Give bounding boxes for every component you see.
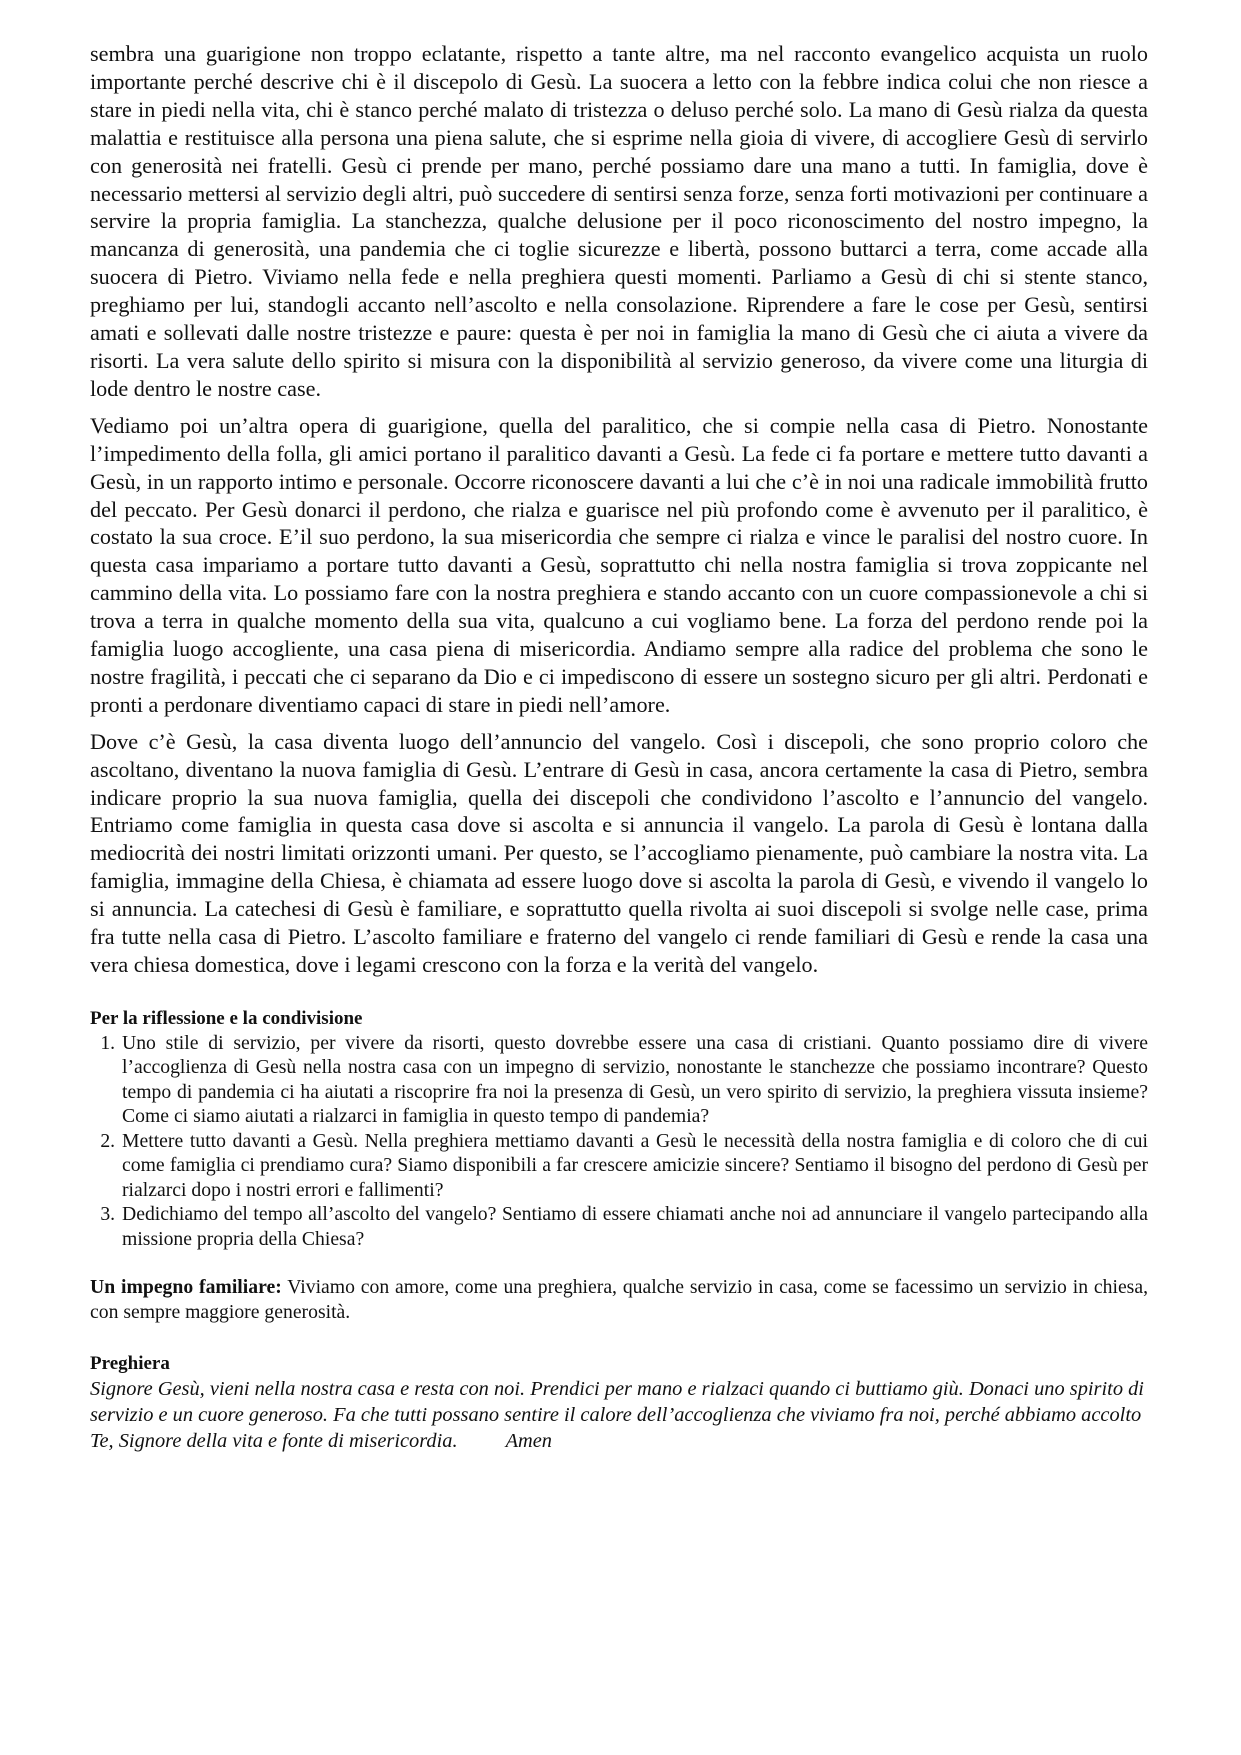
reflection-item: 3. Dedichiamo del tempo all’ascolto del vangelo? Sentiamo di essere chiamati anche noi ad annunciare il vangelo partecipando alla missione propria della Chiesa? <box>120 1202 1148 1251</box>
reflection-item: 1. Uno stile di servizio, per vivere da risorti, questo dovrebbe essere una casa di cristiani. Quanto possiamo dire di vivere l’accoglienza di Gesù nella nostra casa con un impegno di servizio, nonostante le stanchezze che possiamo incontrare? Questo tempo di pandemia ci ha aiutati a riscoprire fra noi la presenza di Gesù, un vero spirito di servizio, la preghiera vissuta insieme? Come ci siamo aiutati a rialzarci in famiglia in questo tempo di pandemia? <box>120 1031 1148 1129</box>
impegno-label: Un impegno familiare: <box>90 1276 282 1299</box>
impegno-text: Viviamo con amore, come una preghiera, qualche servizio in casa, come se facessimo un servizio in chiesa, con sempre maggiore generosità. <box>90 1276 1148 1323</box>
prayer-body: Signore Gesù, vieni nella nostra casa e resta con noi. Prendici per mano e rialzaci quando ci buttiamo giù. Donaci uno spirito di servizio e un cuore generoso. Fa che tutti possano sentire il calore dell’accoglienza che viviamo fra noi, perché abbiamo accolto Te, Signore della vita e fonte di misericordia. <box>90 1378 1144 1453</box>
impegno-paragraph <box>90 1275 1148 1324</box>
reflection-heading: Per la riflessione e la condivisione <box>90 1007 363 1029</box>
prayer-text <box>90 1376 1148 1454</box>
prayer-amen: Amen <box>505 1430 552 1453</box>
paragraph-annuncio: Dove c’è Gesù, la casa diventa luogo dell’annuncio del vangelo. Così i discepoli, che sono proprio coloro che ascoltano, diventano la nuova famiglia di Gesù. L’entrare di Gesù in casa, ancora certamente la casa di Pietro, sembra indicare proprio la sua nuova famiglia, quella dei discepoli che condividono l’ascolto e l’annuncio del vangelo. Entriamo come famiglia in questa casa dove si ascolta e si annuncia il vangelo. La parola di Gesù è lontana dalla mediocrità dei nostri limitati orizzonti umani. Per questo, se l’accogliamo pienamente, può cambiare la nostra vita. La famiglia, immagine della Chiesa, è chiamata ad essere luogo dove si ascolta la parola di Gesù, e vivendo il vangelo lo si annuncia. La catechesi di Gesù è familiare, e soprattutto quella rivolta ai suoi discepoli si svolge nelle case, prima fra tutte nella casa di Pietro. L’ascolto familiare e fraterno del vangelo ci rende familiari di Gesù e rende la casa una vera chiesa domestica, dove i legami crescono con la forza e la verità del vangelo. <box>90 728 1148 977</box>
paragraph-paralitico: Vediamo poi un’altra opera di guarigione, quella del paralitico, che si compie nella casa di Pietro. Nonostante l’impedimento della folla, gli amici portano il paralitico davanti a Gesù. La fede ci fa portare e mettere tutto davanti a Gesù, in un rapporto intimo e personale. Occorre riconoscere davanti a lui che c’è in noi una radicale immobilità frutto del peccato. Per Gesù donarci il perdono, che rialza e guarisce nel più profondo come è avvenuto per il paralitico, è costato la sua croce. E’il suo perdono, la sua misericordia che sempre ci rialza e vince le paralisi del nostro cuore. In questa casa impariamo a portare tutto davanti a Gesù, soprattutto chi nella nostra famiglia si trova zoppicante nel cammino della vita. Lo possiamo fare con la nostra preghiera e stando accanto con un cuore compassionevole a chi si trova a terra in qualche momento della sua vita, qualcuno a cui vogliamo bene. La forza del perdono rende poi la famiglia luogo accogliente, una casa piena di misericordia. Andiamo sempre alla radice del problema che sono le nostre fragilità, i peccati che ci separano da Dio e ci impediscono di essere un sostegno sicuro per gli altri. Perdonati e pronti a perdonare diventiamo capaci di stare in piedi nell’amore. <box>90 412 1148 717</box>
reflection-list <box>90 1031 1148 1252</box>
document-body <box>90 40 1148 1454</box>
prayer-heading: Preghiera <box>90 1353 170 1375</box>
reflection-item: 2. Mettere tutto davanti a Gesù. Nella preghiera mettiamo davanti a Gesù le necessità della nostra famiglia e di coloro che di cui come famiglia ci prendiamo cura? Siamo disponibili a far crescere amicizie sincere? Sentiamo il bisogno del perdono di Gesù per rialzarci dopo i nostri errori e fallimenti? <box>120 1129 1148 1203</box>
paragraph-suocera: sembra una guarigione non troppo eclatante, rispetto a tante altre, ma nel racconto evangelico acquista un ruolo importante perché descrive chi è il discepolo di Gesù. La suocera a letto con la febbre indica colui che non riesce a stare in piedi nella vita, chi è stanco perché malato di tristezza o deluso perché solo. La mano di Gesù rialza da questa malattia e restituisce alla persona una piena salute, che si esprime nella gioia di vivere, di accogliere Gesù di servirlo con generosità nei fratelli. Gesù ci prende per mano, perché possiamo dare una mano a tutti. In famiglia, dove è necessario mettersi al servizio degli altri, può succedere di sentirsi senza forze, senza forti motivazioni per continuare a servire la propria famiglia. La stanchezza, qualche delusione per il poco riconoscimento del nostro impegno, la mancanza di generosità, una pandemia che ci toglie sicurezze e libertà, possono buttarci a terra, come accade alla suocera di Pietro. Viviamo nella fede e nella preghiera questi momenti. Parliamo a Gesù di chi si stente stanco, preghiamo per lui, standogli accanto nell’ascolto e nella consolazione. Riprendere a fare le cose per Gesù, sentirsi amati e sollevati dalle nostre tristezze e paure: questa è per noi in famiglia la mano di Gesù che ci aiuta a vivere da risorti. La vera salute dello spirito si misura con la disponibilità al servizio generoso, da vivere come una liturgia di lode dentro le nostre case. <box>90 41 1148 401</box>
